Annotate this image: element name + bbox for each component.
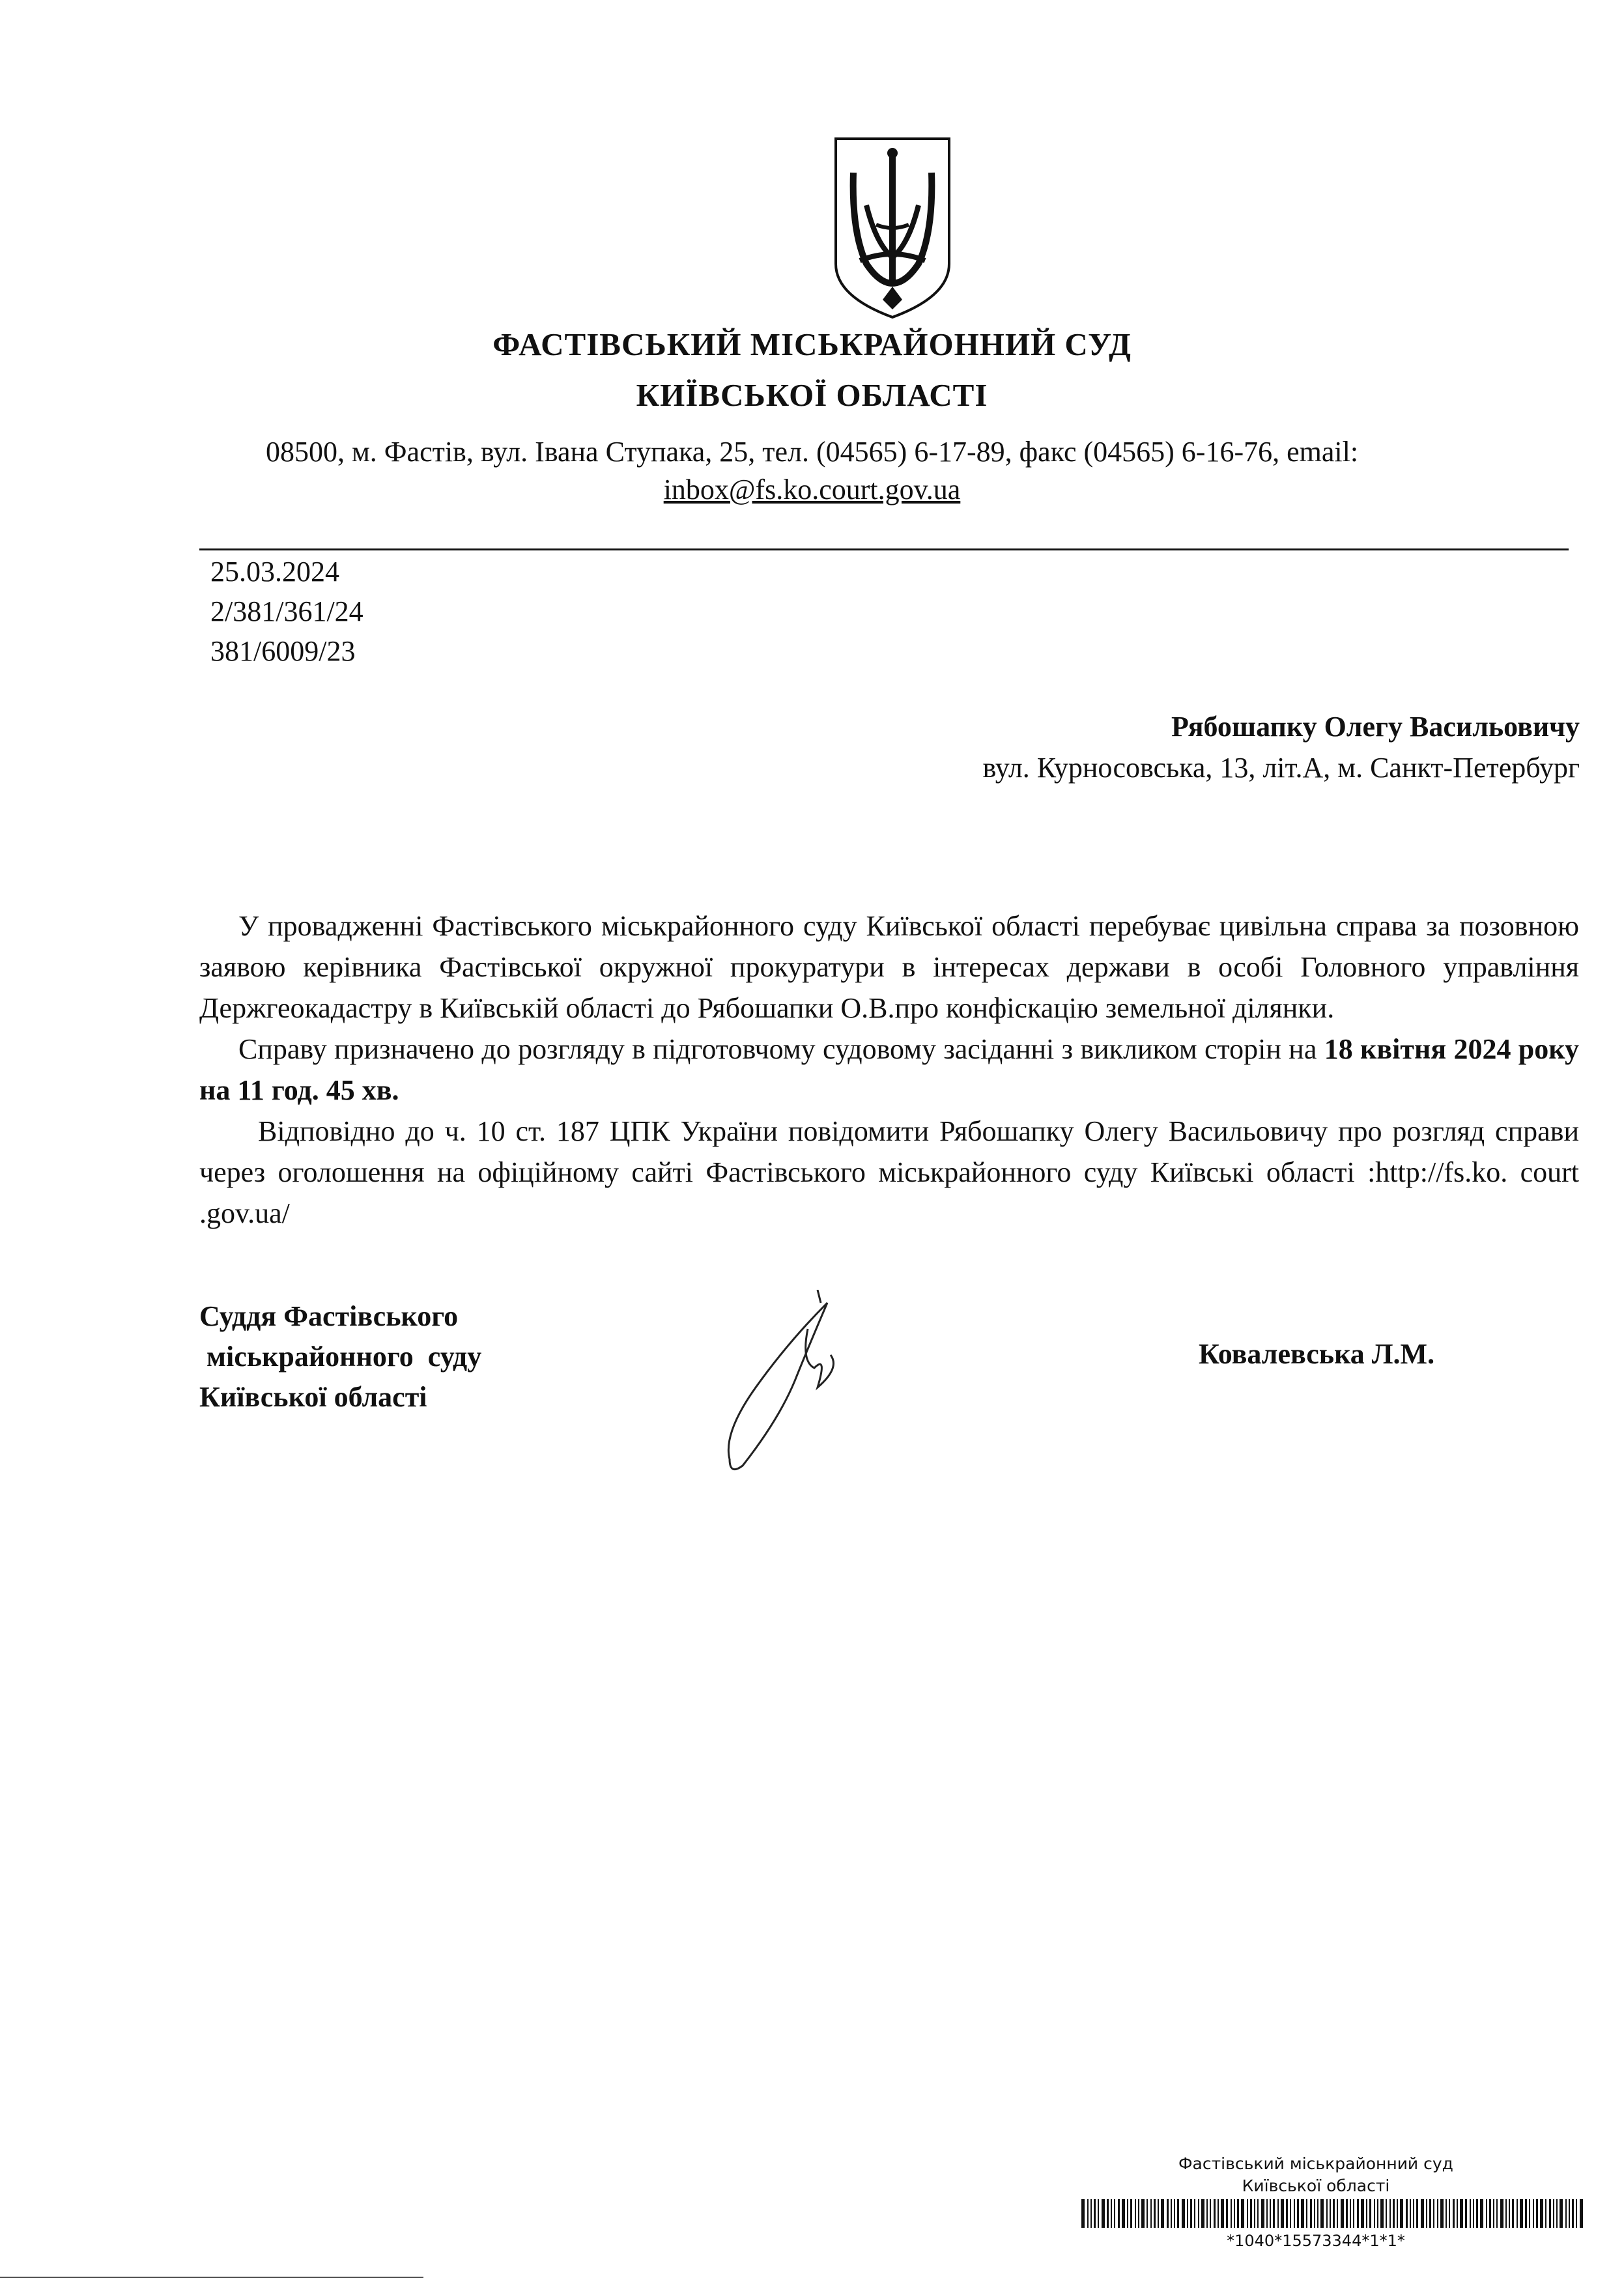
judge-title-line1: Суддя Фастівського [199, 1300, 459, 1332]
judge-title-line3: Київської області [199, 1381, 427, 1413]
recipient-address: вул. Курносовська, 13, літ.А, м. Санкт-Петербург [982, 752, 1580, 784]
body-paragraph-3: Відповідно до ч. 10 ст. 187 ЦПК України повідомити Рябошапку Олегу Васильовичу про розгляд справи через оголошення на офіційному сайті Фастівського міськрайонного суду Київські області :http://fs.ko. court .gov.ua/ [199, 1115, 1579, 1229]
court-name-line2: КИЇВСЬКОЇ ОБЛАСТІ [636, 377, 988, 413]
hearing-notice-text: Справу призначено до розгляду в підготовчому судовому засіданні з викликом сторін на [238, 1033, 1324, 1065]
case-number: 381/6009/23 [210, 635, 356, 667]
body-paragraph-2 [199, 1029, 1579, 1111]
stamp-line2: Київської області [1242, 2176, 1390, 2195]
outgoing-number: 2/381/361/24 [210, 595, 363, 627]
letter-body [199, 905, 1579, 1234]
footer-line [0, 2277, 423, 2278]
handwritten-signature [717, 1290, 886, 1472]
document-date: 25.03.2024 [210, 556, 339, 588]
barcode-number: *1040*15573344*1*1* [1227, 2232, 1405, 2250]
registration-stamp [1062, 2153, 1570, 2197]
hearing-date: 18 квітня 2024 року на 11 год. 45 хв. [199, 1033, 1579, 1106]
body-paragraph-1: У провадженні Фастівського міськрайонного суду Київської області перебуває цивільна справа за позовною заявою керівника Фастівської окружної прокуратури в інтересах держави в особі Головного управління Держгеокадастру в Київській області до Рябошапки О.В.про конфіскацію земельної ділянки. [199, 910, 1579, 1024]
recipient-name: Рябошапку Олегу Васильовичу [1171, 711, 1580, 743]
court-address: 08500, м. Фастів, вул. Івана Ступака, 25, тел. (04565) 6-17-89, факс (04565) 6-16-76, email: [265, 436, 1359, 468]
header-divider [199, 548, 1569, 550]
judge-title-line2: міськрайонного суду [199, 1341, 482, 1373]
judge-title [199, 1296, 481, 1417]
stamp-line1: Фастівський міськрайонний суд [1178, 2154, 1453, 2173]
coat-of-arms-icon [831, 134, 954, 322]
barcode [1081, 2199, 1589, 2228]
court-email-link[interactable]: inbox@fs.ko.court.gov.ua [663, 474, 961, 505]
court-name-line1: ФАСТІВСЬКИЙ МІСЬКРАЙОННИЙ СУД [492, 326, 1132, 362]
judge-name: Ковалевська Л.М. [1199, 1338, 1435, 1370]
